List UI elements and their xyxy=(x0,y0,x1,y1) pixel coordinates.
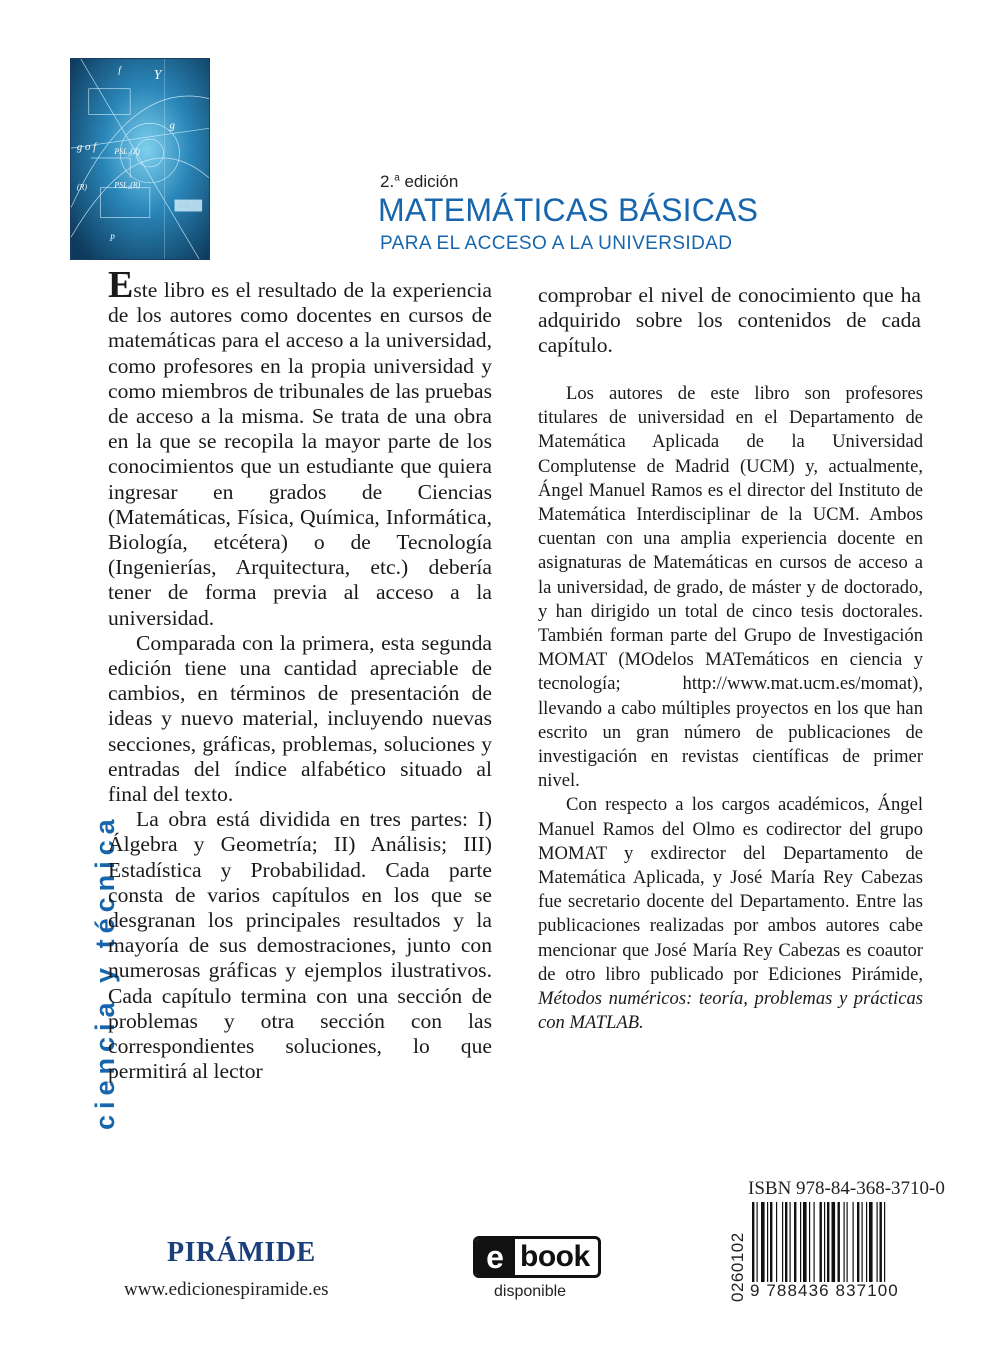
drop-cap: E xyxy=(108,264,134,306)
barcode xyxy=(750,1202,932,1282)
cover-label-g: g xyxy=(169,119,175,132)
book-subtitle: PARA EL ACCESO A LA UNIVERSIDAD xyxy=(380,233,733,254)
cover-math-illustration xyxy=(71,59,209,259)
cover-label-gof: g o f xyxy=(76,141,97,154)
ebook-word: book xyxy=(520,1240,590,1273)
description-paragraph-2: Comparada con la primera, esta segunda edición tiene una cantidad apreciable de cambios, en términos de presentación de ideas y nuevo material, incluyendo nuevas secciones, gráficas, problemas, soluciones y entradas del índice alfabético situado al final del texto. xyxy=(108,630,492,807)
product-code: 0260102 xyxy=(728,1232,747,1302)
ebook-available-label: disponible xyxy=(494,1283,567,1300)
description-paragraph-1: Este libro es el resultado de la experiencia de los autores como docentes en cursos de matemáticas para el acceso a la universidad, como profesores en la propia universidad y como miembros de tribunales de las pruebas de acceso a la misma. Se trata de una obra en la que se recopila la mayor parte de los conocimientos que un estudiante que quiera ingresar en grados de Ciencias (Matemáticas, Física, Química, Informática, Biología, etcétera) o de Tecnología (Ingenierías, Arquitectura, etc.) debería tener de forma previa al acceso a la universidad. xyxy=(108,264,492,630)
cover-label-psl2r: PSL₂(R) xyxy=(114,180,141,190)
book-title: MATEMÁTICAS BÁSICAS xyxy=(378,192,759,228)
publisher-logo: PIRÁMIDE xyxy=(167,1237,316,1268)
isbn-number: ISBN 978-84-368-3710-0 xyxy=(748,1178,945,1199)
description-left-column xyxy=(108,264,492,1085)
authors-paragraph-1: Los autores de este libro son profesores titulares de universidad en el Departamento de Matemática Aplicada de la Universidad Complutense de Madrid (UCM) y, actualmente, Ángel Manuel Ramos es el director del Instituto de Matemática Interdisciplinar de la UCM. Ambos cuentan con una amplia experiencia docente en asignaturas de Matemáticas en cursos de acceso a la universidad, de grado, de máster y de doctorado, y han dirigido un total de cinco tesis doctorales. También forman parte del Grupo de Investigación MOMAT (MOdelos MATemáticos en ciencia y tecnología; http://www.mat.ucm.es/momat), llevando a cabo múltiples proyectos en los que han escrito un gran número de publicaciones de investigación en revistas científicas de primer nivel. xyxy=(538,383,923,792)
description-paragraph-3-continued: comprobar el nivel de conocimiento que ha adquirido sobre los contenidos de cada capítulo. xyxy=(538,283,921,358)
ebook-e-icon: e xyxy=(475,1236,515,1278)
collection-label: ciencia y técnica xyxy=(90,813,120,1130)
cover-label-r: (R) xyxy=(76,182,87,192)
edition-label: 2.$^a$ edición xyxy=(380,172,459,191)
publisher-website: www.edicionespiramide.es xyxy=(124,1279,329,1300)
authors-column xyxy=(538,382,923,1035)
barcode-digits: 9 788436 837100 xyxy=(750,1281,899,1300)
authors-paragraph-2: Con respecto a los cargos académicos, Ángel Manuel Ramos del Olmo es codirector del grupo MOMAT y exdirector del Departamento de Matemática Aplicada, y José María Rey Cabezas fue secretario docente del Departamento. Entre las publicaciones realizadas por ambos autores cabe mencionar que José María Rey Cabezas es coautor de otro libro publicado por Ediciones Pirámide, Métodos numéricos: teoría, problemas y prácticas con MATLAB. xyxy=(538,794,923,1034)
cover-thumbnail xyxy=(70,58,210,260)
cover-label-f: f xyxy=(118,64,122,76)
cover-label-psl2z: PSL₂(Z) xyxy=(114,147,140,157)
cover-label-p: p xyxy=(110,231,115,242)
ebook-badge xyxy=(473,1236,601,1278)
book-reference-title: Métodos numéricos: teoría, problemas y prácticas con MATLAB. xyxy=(538,988,923,1034)
description-paragraph-3: La obra está dividida en tres partes: I) Álgebra y Geometría; II) Análisis; III) Estadística y Probabilidad. Cada parte consta de varios capítulos en los que se desgranan los principales resultados y la mayoría de sus demostraciones, junto con numerosas gráficas y ejemplos ilustrativos. Cada capítulo termina con una sección de problemas y otra sección con las correspondientes soluciones, lo que permitirá al lector xyxy=(108,807,492,1084)
cover-label-y: Y xyxy=(153,66,162,82)
